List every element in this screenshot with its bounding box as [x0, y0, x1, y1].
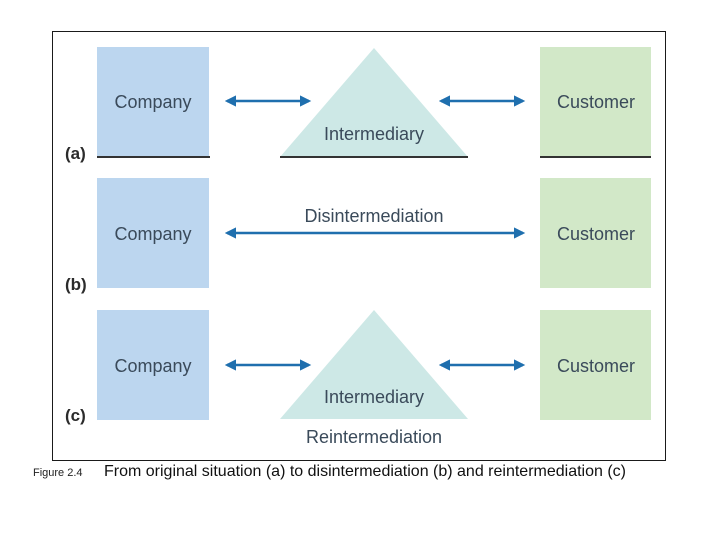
disintermediation-label: Disintermediation: [304, 206, 444, 226]
customer-label: Customer: [556, 356, 636, 376]
row-label: (a): [65, 144, 86, 163]
row-c: [65, 310, 651, 447]
row-label: (c): [65, 406, 86, 425]
figure-caption: From original situation (a) to disintermediation (b) and reintermediation (c): [104, 463, 626, 480]
figure-number: Figure 2.4: [33, 467, 83, 479]
intermediary-label: Intermediary: [323, 387, 425, 407]
company-label: Company: [114, 92, 192, 112]
row-b: [65, 178, 651, 294]
company-label: Company: [114, 224, 192, 244]
reintermediation-label: Reintermediation: [305, 427, 443, 447]
row-label: (b): [65, 275, 87, 294]
intermediary-label: Intermediary: [323, 124, 425, 144]
customer-label: Customer: [556, 224, 636, 244]
row-a: [65, 47, 651, 163]
customer-label: Customer: [556, 92, 636, 112]
company-label: Company: [114, 356, 192, 376]
